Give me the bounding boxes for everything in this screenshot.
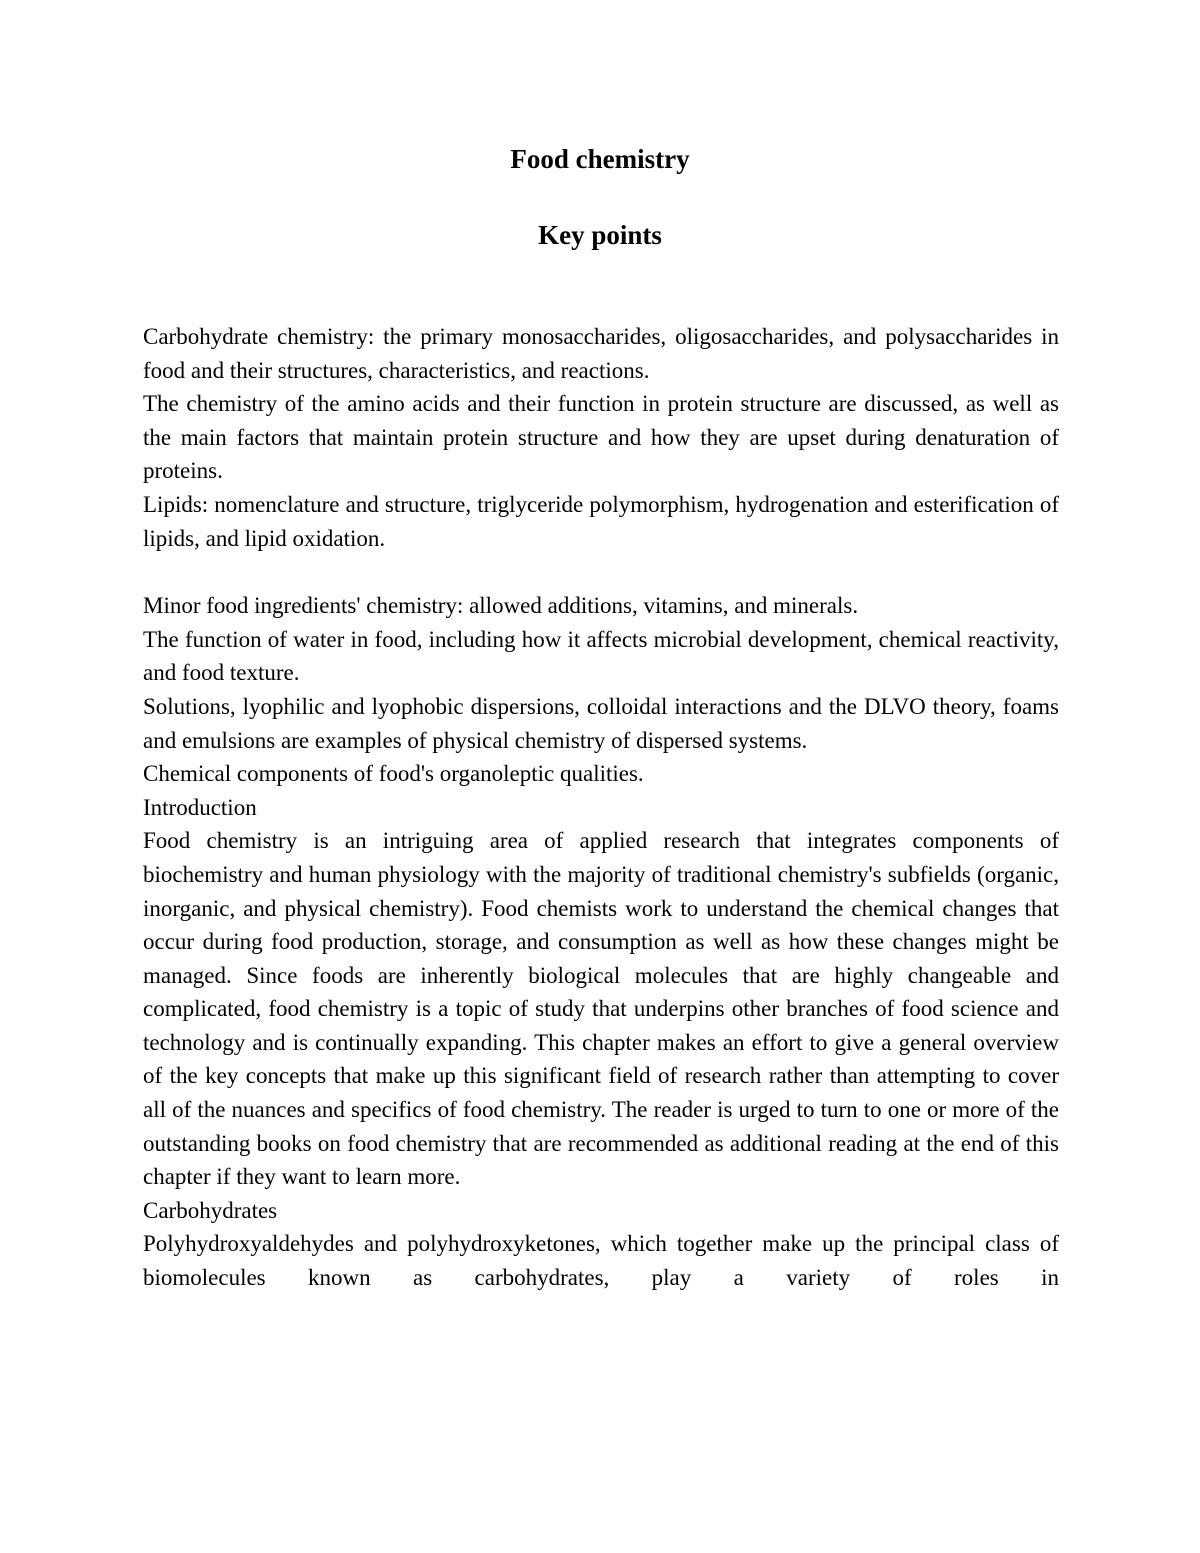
paragraph-introduction: Food chemistry is an intriguing area of applied research that integrates components of biochemistry and human physiology with the majority of traditional chemistry's subfields (organic, inorganic, and physical chemistry). Food chemists work to understand the chemical changes that occur during food production, storage, and consumption as well as how these changes might be managed. Since foods are inherently biological molecules that are highly changeable and complicated, food chemistry is a topic of study that underpins other branches of food science and technology and is continually expanding. This chapter makes an effort to give a general overview of the key concepts that make up this significant field of research rather than attempting to cover all of the nuances and specifics of food chemistry. The reader is urged to turn to one or more of the outstanding books on food chemistry that are recommended as additional reading at the end of this chapter if they want to learn more.	[143, 828, 1059, 1190]
document-body	[143, 320, 1059, 1295]
document-title: Food chemistry	[510, 144, 690, 174]
paragraph-water-function: The function of water in food, including how it affects microbial development, chemical reactivity, and food texture.	[143, 626, 1059, 686]
paragraph-minor-ingredients: Minor food ingredients' chemistry: allowed additions, vitamins, and minerals.	[143, 593, 859, 619]
paragraph-spacer	[143, 555, 1059, 589]
section-heading-carbohydrates: Carbohydrates	[143, 1197, 278, 1223]
paragraph-organoleptic: Chemical components of food's organoleptic qualities.	[143, 761, 644, 787]
paragraph-carbohydrate-chemistry: Carbohydrate chemistry: the primary monosaccharides, oligosaccharides, and polysaccharides in food and their structures, characteristics, and reactions.	[143, 324, 1059, 383]
section-heading-introduction: Introduction	[143, 794, 257, 820]
paragraph-carbohydrates: Polyhydroxyaldehydes and polyhydroxyketones, which together make up the principal class of biomolecules known as carbohydrates, play a variety of roles in	[143, 1231, 1059, 1291]
paragraph-lipids: Lipids: nomenclature and structure, triglyceride polymorphism, hydrogenation and esterification of lipids, and lipid oxidation.	[143, 491, 1059, 551]
paragraph-dispersed-systems: Solutions, lyophilic and lyophobic dispersions, colloidal interactions and the DLVO theory, foams and emulsions are examples of physical chemistry of dispersed systems.	[143, 693, 1059, 753]
paragraph-amino-acids: The chemistry of the amino acids and their function in protein structure are discussed, as well as the main factors that maintain protein structure and how they are upset during denaturation of proteins.	[143, 391, 1059, 484]
key-points-heading: Key points	[538, 220, 662, 250]
